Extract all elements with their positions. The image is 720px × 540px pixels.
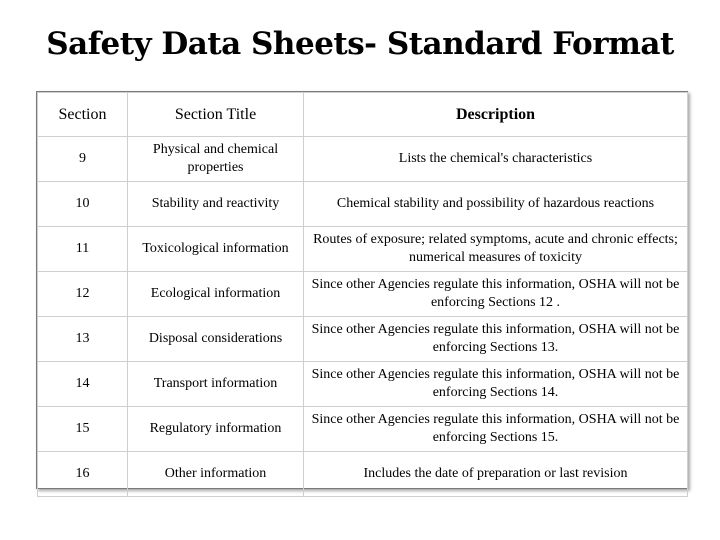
cell-section: 12 <box>38 272 128 317</box>
cell-description: Includes the date of preparation or last revision <box>304 452 688 497</box>
cell-title: Transport information <box>128 362 304 407</box>
table-row <box>38 137 688 182</box>
cell-title: Regulatory information <box>128 407 304 452</box>
table-row <box>38 227 688 272</box>
table-row <box>38 272 688 317</box>
cell-section: 13 <box>38 317 128 362</box>
header-section: Section <box>38 93 128 137</box>
cell-description: Since other Agencies regulate this information, OSHA will not be enforcing Sections 14. <box>304 362 688 407</box>
cell-title: Disposal considerations <box>128 317 304 362</box>
cell-title: Ecological information <box>128 272 304 317</box>
table-row <box>38 362 688 407</box>
table-row <box>38 452 688 497</box>
cell-description: Since other Agencies regulate this information, OSHA will not be enforcing Sections 13. <box>304 317 688 362</box>
cell-section: 16 <box>38 452 128 497</box>
cell-title: Physical and chemical properties <box>128 137 304 182</box>
header-description: Description <box>304 93 688 137</box>
table-row <box>38 317 688 362</box>
cell-section: 14 <box>38 362 128 407</box>
table-row <box>38 182 688 227</box>
cell-title: Stability and reactivity <box>128 182 304 227</box>
table-row <box>38 407 688 452</box>
cell-title: Other information <box>128 452 304 497</box>
cell-section: 15 <box>38 407 128 452</box>
page-title: Safety Data Sheets- Standard Format <box>46 26 674 62</box>
cell-description: Since other Agencies regulate this information, OSHA will not be enforcing Sections 15. <box>304 407 688 452</box>
sds-table <box>37 92 688 497</box>
cell-section: 9 <box>38 137 128 182</box>
table-header-row <box>38 93 688 137</box>
cell-description: Lists the chemical's characteristics <box>304 137 688 182</box>
cell-section: 11 <box>38 227 128 272</box>
cell-section: 10 <box>38 182 128 227</box>
cell-description: Since other Agencies regulate this information, OSHA will not be enforcing Sections 12 . <box>304 272 688 317</box>
header-section-title: Section Title <box>128 93 304 137</box>
cell-description: Chemical stability and possibility of hazardous reactions <box>304 182 688 227</box>
cell-description: Routes of exposure; related symptoms, acute and chronic effects; numerical measures of toxicity <box>304 227 688 272</box>
sds-table-container <box>36 91 688 489</box>
cell-title: Toxicological information <box>128 227 304 272</box>
